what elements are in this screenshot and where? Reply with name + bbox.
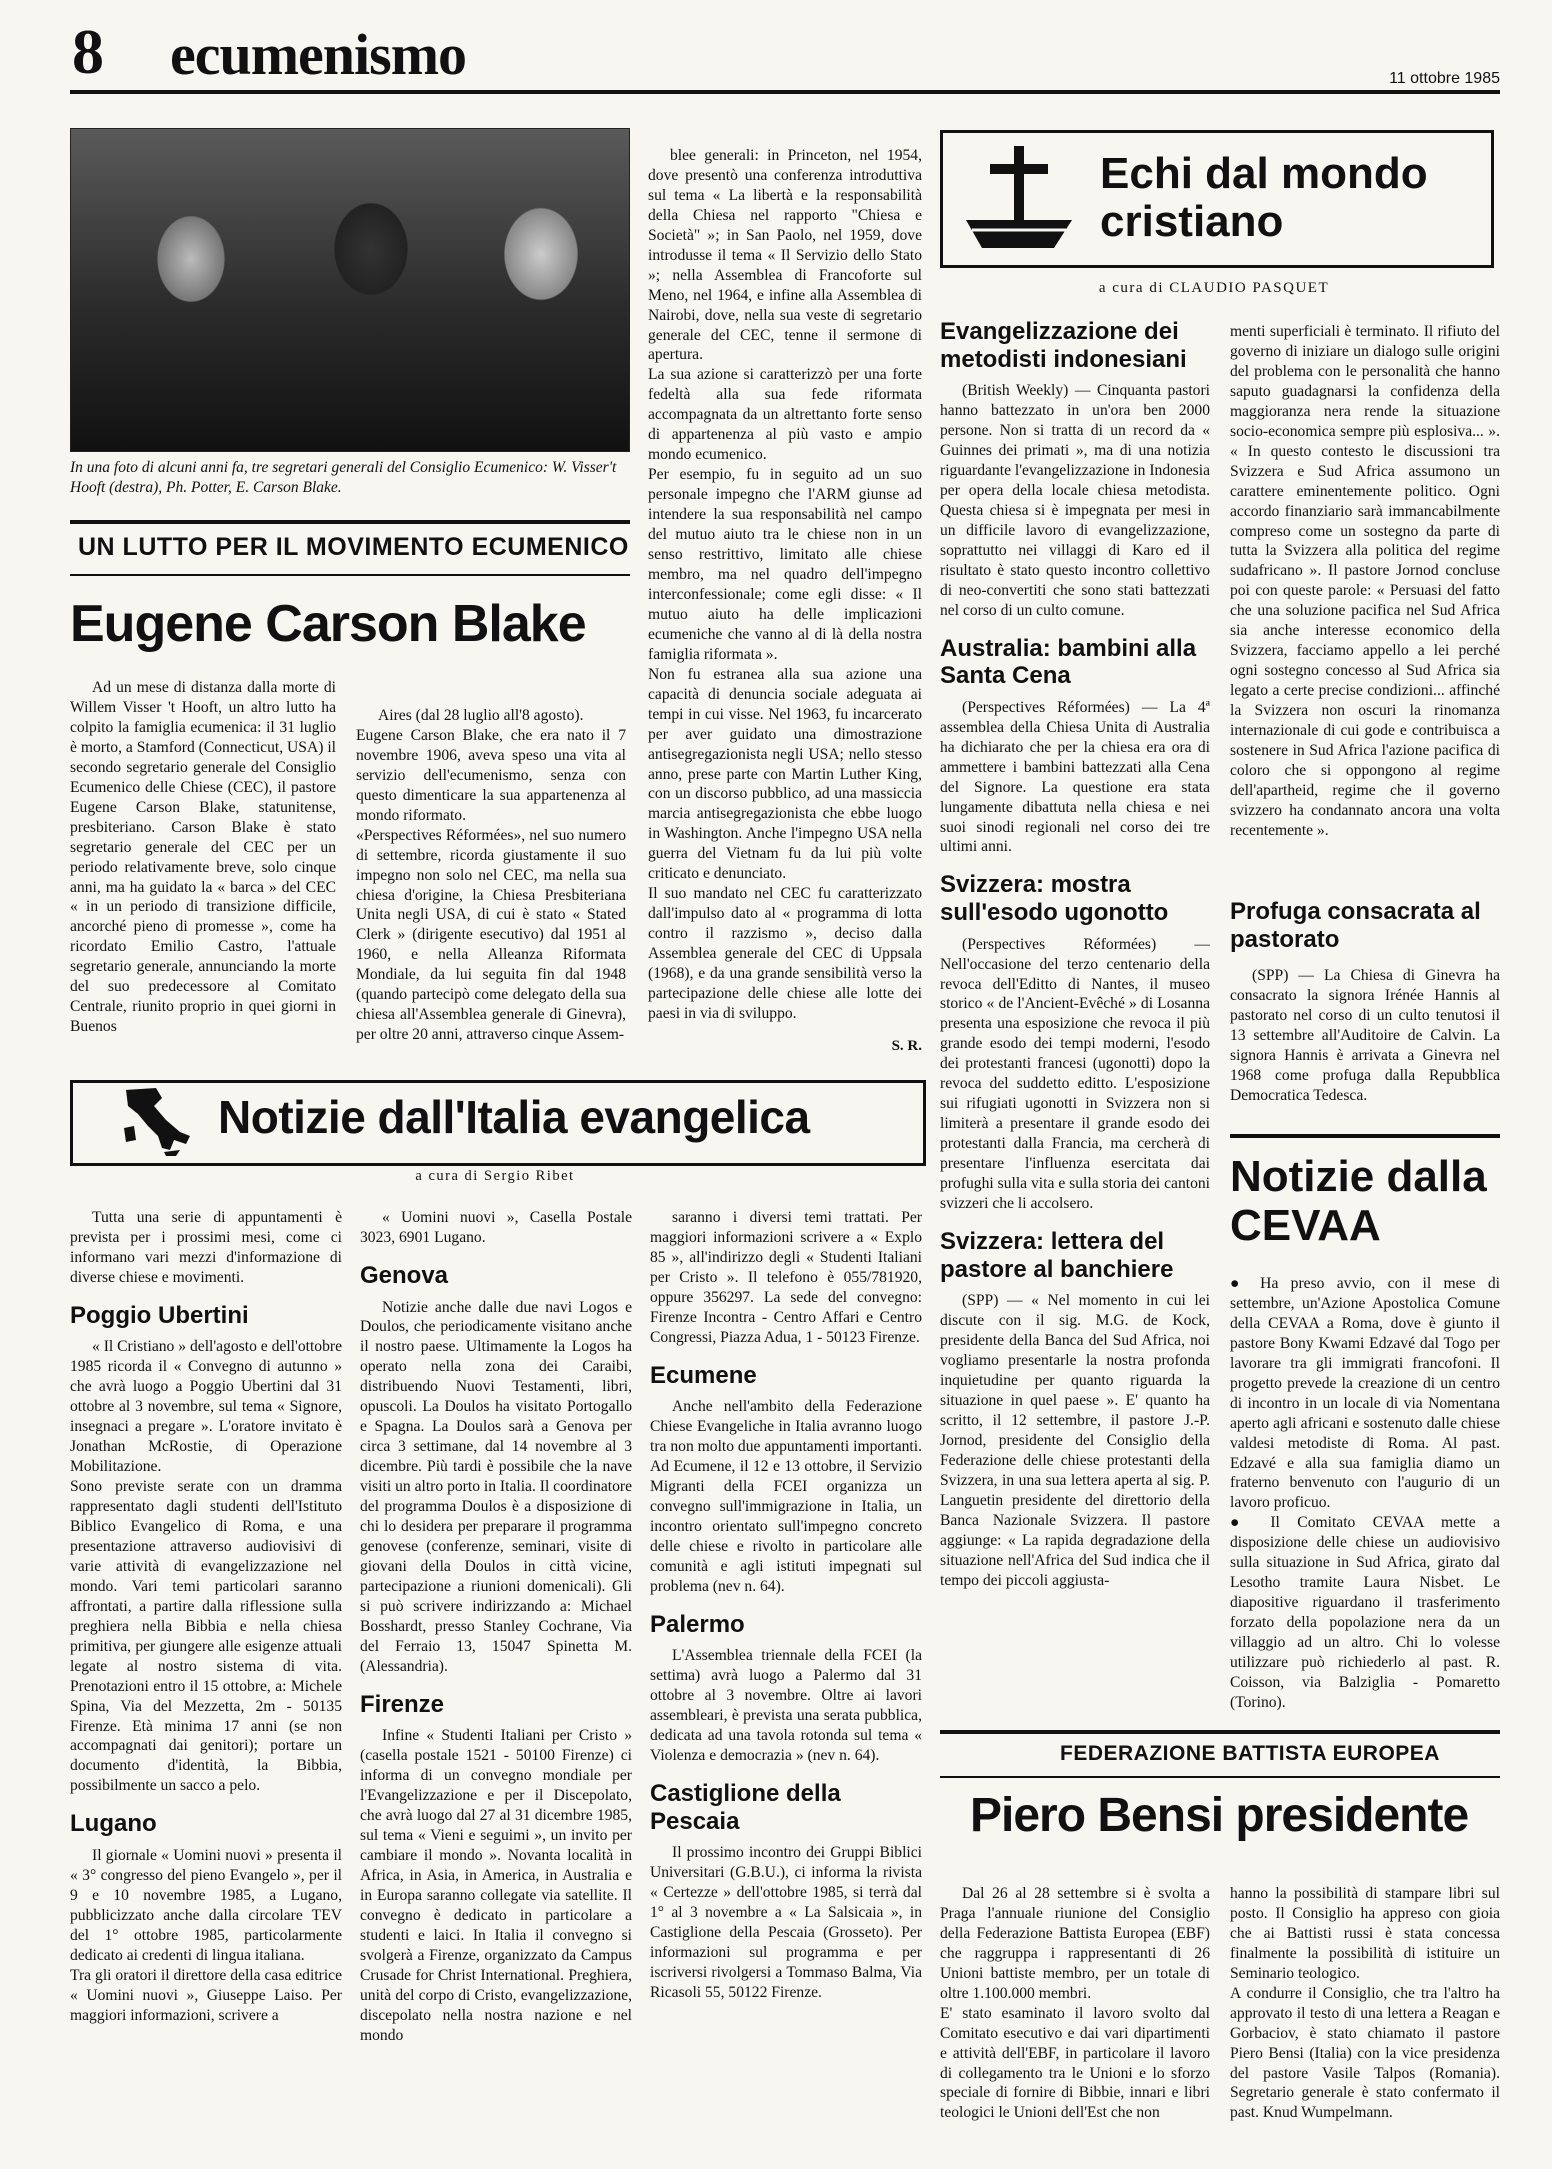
bensi-kicker: FEDERAZIONE BATTISTA EUROPEA <box>1060 1742 1440 1765</box>
cevaa-body <box>1230 1254 1500 1724</box>
section-body <box>940 381 1210 620</box>
blake-col-2-text: Aires (dal 28 luglio all'8 agosto). Eugene Carson Blake, che era nato il 7 novembre 1906, aveva speso una vita al servizio dell'ecumenismo, senza con questo dimenticare la sua appartenenza al mondo riformato. «Perspectives Réformées», nel suo numero di settembre, ricorda giustamente il suo impegno non solo nel CEC, ma nella sua chiesa d'origine, la Chiesa Presbiteriana Unita negli USA, di cui è stato « Stated Clerk » (dirigente esecutivo) dal 1951 al 1960, e nella Alleanza Riformata Mondiale, da lui seguita fin dal 1948 (quando partecipò come delegato della sua chiesa all'Assemblea generale di Ginevra), per oltre 20 anni, attraverso cinque Assem- <box>356 706 626 1044</box>
bensi-kicker-rule <box>940 1730 1500 1734</box>
blake-headline: Eugene Carson Blake <box>70 595 586 653</box>
cevaa-text: ● Ha preso avvio, con il mese di settembre, un'Azione Apostolica Comune della CEVAA a Roma, dove è giunto il pastore Bony Kwami Edzavé dal Togo per lavorare tra gli immigrati francofoni. Il progetto prevede la creazione di un centro di incontro in un locale di via Nomentana aperto agli africani e sostenuto dalle chiese valdesi metodiste di Roma. Al past. Edzavé e alla sua famiglia diamo un fraterno benvenuto con l'augurio di un lavoro proficuo. ● Il Comitato CEVAA mette a disposizione delle chiese un audiovisivo sulla situazione in Sud Africa, girato dal Lesotho tramite Laura Nisbet. Le diapositive riguardano il trasferimento forzato della popolazione nera da un villaggio ad un altro. Chi lo volesse utilizzare può richiederlo al past. R. Coisson, via Balziglia - Pomaretto (Torino). <box>1230 1274 1500 1711</box>
section-body <box>650 1646 922 1766</box>
cross-ship-icon <box>958 138 1078 256</box>
profuga-head: Profuga consacrata al pastorato <box>1230 898 1481 953</box>
italia-byline: a cura di Sergio Ribet <box>415 1168 575 1184</box>
section-heading: Castiglione della Pescaia <box>650 1780 841 1835</box>
section-text: Notizie anche dalle due navi Logos e Doulos, che periodicamente visitano anche il nostro paese. Ultimamente la Logos ha operato nella zona dei Caraibi, distribuendo Nuovi Testamenti, libri, opuscoli. La Doulos ha visitato Portogallo e Spagna. La Doulos sarà a Genova per circa 3 settimane, dal 14 novembre al 3 dicembre. Più tardi è possibile che la nave visiti un altro porto in Italia. Il coordinatore del programma Doulos è a disposizione di chi lo desidera per preparare il programma genovese (conferenze, seminari, visite di giovani della Doulos in città vicine, partecipazione a riunioni domenicali). Gli si può scrivere indirizzando a: Michael Bosshardt, presso Stanley Cochrane, Via del Ferraio 13, 15047 Spinetta M. (Alessandria). <box>360 1298 632 1675</box>
section-text: L'Assemblea triennale della FCEI (la settima) avrà luogo a Palermo dal 31 ottobre al 3 novembre. Oltre ai lavori assembleari, è prevista una serata pubblica, dedicata ad una tavola rotonda sul tema « Violenza e democrazia » (nev n. 64). <box>650 1647 922 1765</box>
section-text: (Perspectives Réformées) — Nell'occasione del terzo centenario della revoca dell'Editto di Nantes, il museo storico « de l'Ancient-Evêché » di Losanna presenta una esposizione che revoca il più grande esodo dei tempi moderni, l'esodo dei protestanti francesi (ugonotti) dopo la revoca del suddetto editto. L'esposizione sui rifugiati ugonotti in Svizzera non si limiterà a presentare il grande esodo dei protestanti dalla Francia, ma cercherà di presentare l'influenza esercitata dai profughi sulla vita e sulla storia dei cantoni svizzeri che li accolsero. <box>940 935 1210 1213</box>
blake-kicker-rule <box>70 520 630 524</box>
photo-three-secretaries <box>70 128 630 452</box>
section-body <box>360 1726 632 2045</box>
section-text: Infine « Studenti Italiani per Cristo » (casella postale 1521 - 50100 Firenze) ci informa di un convegno mondiale per l'Evangelizzazione e per il Discepolato, che avrà luogo dal 27 al 31 dicembre 1985, sul tema « Vieni e seguimi », un invito per cambiare il mondo ». Novanta località in Africa, in Asia, in America, in Australia e in Europa saranno collegate via satellite. Il convegno è dedicato in particolare a studenti e laici. In Italia il convegno si svolgerà a Firenze, organizzato da Campus Crusade for Christ International. Preghiera, unità del corpo di Cristo, evangelizzazione, discepolato nella nostra nazione e nel mondo <box>360 1727 632 2044</box>
echi-title <box>1100 150 1428 245</box>
section-body <box>940 935 1210 1214</box>
section-body <box>70 1846 342 2026</box>
section-heading: Palermo <box>650 1610 745 1638</box>
section-text: Il prossimo incontro dei Gruppi Biblici Universitari (G.B.U.), ci informa la rivista « Certezze » dell'ottobre 1985, si terrà dal 1° al 3 novembre a « La Salsicaia », in Castiglione della Pescaia (Grosseto). Per informazioni sul programma e per iscriversi rivolgersi a Tommaso Balma, Via Ricasoli 55, 50122 Firenze. <box>650 1844 922 2001</box>
section-body <box>360 1298 632 1677</box>
section-heading: Lugano <box>70 1810 157 1838</box>
echi-byline: a cura di CLAUDIO PASQUET <box>1098 280 1330 296</box>
profuga-text: (SPP) — La Chiesa di Ginevra ha consacrato la signora Irénée Hannis al pastorato nel corso di un culto tenutosi il 13 settembre all'Auditoire de Calvin. La signora Hannis è arrivata a Ginevra nel 1968 come profuga dalla Repubblica Democratica Tedesca. <box>1230 967 1500 1104</box>
italia-col-1 <box>70 1208 342 2128</box>
section-text: (Perspectives Réformées) — La 4ª assemblea della Chiesa Unita di Australia ha dichiarato che per la chiesa era ora di ammettere i bambini battezzati alla Cena del Signore. La questione era stata lungamente dibattuta nella chiesa e nei suoi sinodi regionali nel corso dei tre ultimi anni. <box>940 698 1210 856</box>
blake-kicker: UN LUTTO PER IL MOVIMENTO ECUMENICO <box>78 533 629 561</box>
profuga-body <box>1230 966 1500 1114</box>
italia-title: Notizie dall'Italia evangelica <box>218 1091 810 1143</box>
section-text: Tutta una serie di appuntamenti è prevista per i prossimi mesi, come ci informano vari mezzi d'informazione di diverse chiese e movimenti. <box>70 1209 342 1286</box>
echi-col-2-continuation <box>1230 322 1500 882</box>
section-body <box>940 698 1210 858</box>
cevaa-title-line-1: Notizie dalla <box>1230 1152 1487 1201</box>
italy-map-icon <box>104 1084 204 1158</box>
section-text: « Uomini nuovi », Casella Postale 3023, 6901 Lugano. <box>360 1209 632 1246</box>
section-text: Il giornale « Uomini nuovi » presenta il « 3° congresso del pieno Evangelo », per il 9 e 10 novembre 1985, a Lugano, pubblicizzato anche dalla circolare TEV del 1° ottobre 1985, particolarmente dedicato ai credenti di lingua italiana. Tra gli oratori il direttore della casa editrice « Uomini nuovi », Giuseppe Laiso. Per maggiori informazioni, scrivere a <box>70 1846 342 2024</box>
section-text: « Il Cristiano » dell'agosto e dell'ottobre 1985 ricorda il « Convegno di autunno » che avrà luogo a Poggio Ubertini dal 31 ottobre al 3 novembre, sul tema « Signore, insegnaci a pregare ». L'oratore invitato è Jonathan McRostie, di Operazione Mobilitazione. Sono previste serate con un dramma rappresentato dagli studenti dell'Istituto Biblico Evangelico di Roma, e una presentazione attraverso audiovisivi di varie attività di evangelizzazione nel mondo. Vari temi particolari saranno affrontati, a partire dalla riflessione sulla preghiera nella Bibbia e nella chiesa primitiva, per giungere alle esigenze attuali legate al nostro sistema di vita. Prenotazioni entro il 15 ottobre, a: Michele Spina, Via del Mezzetta, 2m - 50135 Firenze. Età minima 17 anni (se non accompagnati dai genitori); portare un documento d'identità, la Bibbia, possibilmente un sacco a pelo. <box>70 1338 342 1795</box>
section-body <box>650 1843 922 2003</box>
blake-col-3 <box>648 126 922 1044</box>
bensi-col-1 <box>940 1864 1210 2134</box>
section-text: saranno i diversi temi trattati. Per maggiori informazioni scrivere a « Explo 85 », all'indirizzo degli « Studenti Italiani per Cristo ». Il telefono è 055/781920, oppure 356297. La sede del convegno: Firenze Incontra - Centro Affari e Centro Congressi, Piazza Adua, 1 - 50123 Firenze. <box>650 1209 922 1346</box>
section-text: Anche nell'ambito della Federazione Chiese Evangeliche in Italia avranno luogo tra non molto due appuntamenti importanti. Ad Ecumene, il 12 e 13 ottobre, il Servizio Migranti della FCEI organizza un convegno sull'immigrazione in Italia, un incontro orientato sull'impegno concreto delle chiese e rivolto in particolare alle comunità e agli istituti impegnati sul problema (nev n. 64). <box>650 1398 922 1595</box>
section-heading: Svizzera: mostra sull'esodo ugonotto <box>940 871 1169 927</box>
blake-col-1-text: Ad un mese di distanza dalla morte di Willem Visser 't Hooft, un altro lutto ha colpito la famiglia ecumenica: il 31 luglio è morto, a Stamford (Connecticut, USA) il secondo segretario generale del Consiglio Ecumenico delle Chiese (CEC), il pastore Eugene Carson Blake, statunitense, presbiteriano. Carson Blake è stato segretario generale del CEC per un periodo relativamente breve, solo cinque anni, ma ha guidato la « barca » del CEC « in un periodo di transizione difficile, ancorché pieno di promesse », come ha ricordato Emilio Castro, l'attuale segretario generale, annunciando la morte del suo predecessore al Comitato Centrale, riunito proprio in quei giorni in Buenos <box>70 679 336 1036</box>
section-text: (British Weekly) — Cinquanta pastori hanno battezzato in un'ora ben 2000 persone. Non si tratta di un record da « Guinnes dei primati », ma di una notizia riguardante l'evangelizzazione in Indonesia per opera della locale chiesa metodista. Questa chiesa si è impegnata per mesi in un difficile lavoro di evangelizzazione, soprattutto nei villaggi di Karo ed il risultato è stato questo incontro collettivo di neo-convertiti che sono stati battezzati nel corso di un culto comune. <box>940 382 1210 619</box>
section-heading: Svizzera: lettera del pastore al banchiere <box>940 1227 1174 1283</box>
blake-col-2 <box>356 686 626 1058</box>
bensi-kicker-rule-bottom <box>940 1776 1500 1778</box>
section-text: (SPP) — « Nel momento in cui lei discute con il sig. M.G. de Kock, presidente della Banca del Sud Africa, noi vogliamo presentarle la nostra profonda inquietudine per quanto riguarda la situazione in quel paese ». E' quanto ha scritto, il 12 settembre, il pastore J.-P. Jornod, presidente del Consiglio della Federazione delle chiese protestanti della Svizzera, in una sua lettera aperta al sig. P. Languetin presidente del direttorio della Banca Nazionale Svizzera. Il pastore aggiunge: « La rapida degradazione della situazione nell'Africa del Sud indica che il tempo dei piccoli aggiusta- <box>940 1292 1210 1589</box>
masthead-rule <box>70 90 1500 94</box>
cevaa-title <box>1230 1152 1487 1251</box>
section-heading: Firenze <box>360 1690 445 1718</box>
photo-caption: In una foto di alcuni anni fa, tre segretari generali del Consiglio Ecumenico: W. Visser't Hooft (destra), Ph. Potter, E. Carson Blake. <box>70 459 617 497</box>
echi-col-2-text: menti superficiali è terminato. Il rifiuto del governo di iniziare un dialogo sulle origini del problema con le personalità che hanno saputo guadagnarsi la confidenza della maggioranza nera rende la situazione socio-economica sempre più esplosiva... ». « In questo contesto le discussioni tra Svizzera e Sud Africa assumono un carattere eminentemente politico. Ogni accordo finanziario sarà immancabilmente compreso come un sostegno da parte di tutta la Svizzera alla politica del regime sudafricano ». Il pastore Jornod concluse poi con queste parole: « Persuasi del fatto che una soluzione pacifica nel Sud Africa sia anche interesse economico della Svizzera, facciamo appello a lei perché ogni sostegno concesso al Sud Africa sia legato a certe precise condizioni... affinché la Svizzera non oscuri la rinomanza internazionale di cui gode e contribuisca a sostenere in Sud Africa l'azione pacifica di coloro che si oppongono al regime dell'apartheid, regime che il governo svizzero ha condannato ancora una volta recentemente ». <box>1230 323 1500 839</box>
cevaa-rule <box>1230 1134 1500 1138</box>
cevaa-title-line-2: CEVAA <box>1230 1201 1381 1251</box>
section-body <box>360 1208 632 1248</box>
section-heading: Ecumene <box>650 1361 757 1389</box>
section-body <box>70 1208 342 1288</box>
section-body <box>70 1337 342 1796</box>
section-body <box>650 1397 922 1597</box>
echi-title-line-1: Echi dal mondo <box>1100 149 1428 198</box>
section-body <box>940 1291 1210 1590</box>
section-body <box>650 1208 922 1348</box>
blake-col-1 <box>70 678 336 1058</box>
section-heading: Poggio Ubertini <box>70 1301 249 1329</box>
section-heading: Australia: bambini alla Santa Cena <box>940 634 1197 690</box>
blake-signature: S. R. <box>891 1038 922 1054</box>
section-heading: Evangelizzazione dei metodisti indonesiani <box>940 318 1187 373</box>
echi-title-line-2: cristiano <box>1100 196 1284 246</box>
italia-col-3 <box>650 1208 922 2128</box>
bensi-headline: Piero Bensi presidente <box>970 1789 1469 1842</box>
section-title: ecumenismo <box>170 22 467 87</box>
italia-col-2 <box>360 1208 632 2128</box>
bensi-col-2 <box>1230 1864 1500 2134</box>
blake-kicker-rule-bottom <box>70 574 630 576</box>
bensi-col-1-text: Dal 26 al 28 settembre si è svolta a Praga l'annuale riunione del Consiglio della Federazione Battista Europea (EBF) che raggruppa i rappresentanti di 26 Unioni battiste membro, per un totale di oltre 1.100.000 membri. E' stato esaminato il lavoro svolto dal Comitato esecutivo e dai vari dipartimenti e attività dell'EBF, in particolare il lavoro di collegamento tra le Unioni e lo sforzo speciale di fornire di Bibbie, innari e libri teologici le Unioni dell'Est che non <box>940 1884 1210 2122</box>
echi-col-1 <box>940 318 1210 1589</box>
blake-col-3-text: blee generali: in Princeton, nel 1954, dove presentò una conferenza introduttiva sul tema « La libertà e la responsabilità della Chiesa nel rapporto "Chiesa e Società" »; in San Paolo, nel 1959, dove introdusse il tema « Il Servizio dello Stato »; nella Assemblea di Francoforte sul Meno, nel 1964, e infine alla Assemblea di Nairobi, dove, nella sua veste di segretario generale del CEC, tenne il sermone di apertura. La sua azione si caratterizzò per una forte fedeltà alla sua fede riformata accompagnata da un altrettanto forte senso di appartenenza al più vasto e ampio mondo ecumenico. Per esempio, fu in seguito ad un suo personale impegno che l'ARM giunse ad intendere la sua responsabilità nel campo del mutuo aiuto tra le chiese non in un senso restrittivo, limitato alle chiese membro, ma nel quadro dell'impegno interconfessionale; come egli disse: « Il mutuo aiuto ha delle implicazioni ecumeniche che vanno al di là della nostra famiglia riformata ». Non fu estranea alla sua azione una capacità di denuncia sociale adeguata ai tempi in cui visse. Nel 1963, fu incarcerato per aver guidato una dimostrazione antisegregazionista negli USA; nello stesso anno, prese parte con Martin Luther King, con un discorso pubblico, ad una massiccia marcia antisegregazionista che ebbe luogo in Washington. Anche l'impegno USA nella guerra del Vietnam fu da lui più volte criticato e denunciato. Il suo mandato nel CEC fu caratterizzato dall'impulso dato al « programma di lotta contro il razzismo », deciso dalla Assemblea generale del CEC di Uppsala (1968), e da una grande sensibilità verso la partecipazione delle chiese alle lotte dei paesi in via di sviluppo. <box>648 146 922 1022</box>
issue-date: 11 ottobre 1985 <box>1389 70 1500 87</box>
bensi-col-2-text: hanno la possibilità di stampare libri sul posto. Il Consiglio ha appreso con gioia che ai Battisti russi è stata concessa finalmente la possibilità di istituire un Seminario teologico. A condurre il Consiglio, che tra l'altro ha approvato il testo di una lettera a Reagan e Gorbaciov, è stato chiamato il pastore Piero Bensi (Italia) con la vice presidenza del pastore Vasile Talpos (Romania). Segretario generale è stato confermato il past. Knud Wumpelmann. <box>1230 1884 1500 2122</box>
page-number: 8 <box>72 16 104 87</box>
section-heading: Genova <box>360 1261 449 1289</box>
